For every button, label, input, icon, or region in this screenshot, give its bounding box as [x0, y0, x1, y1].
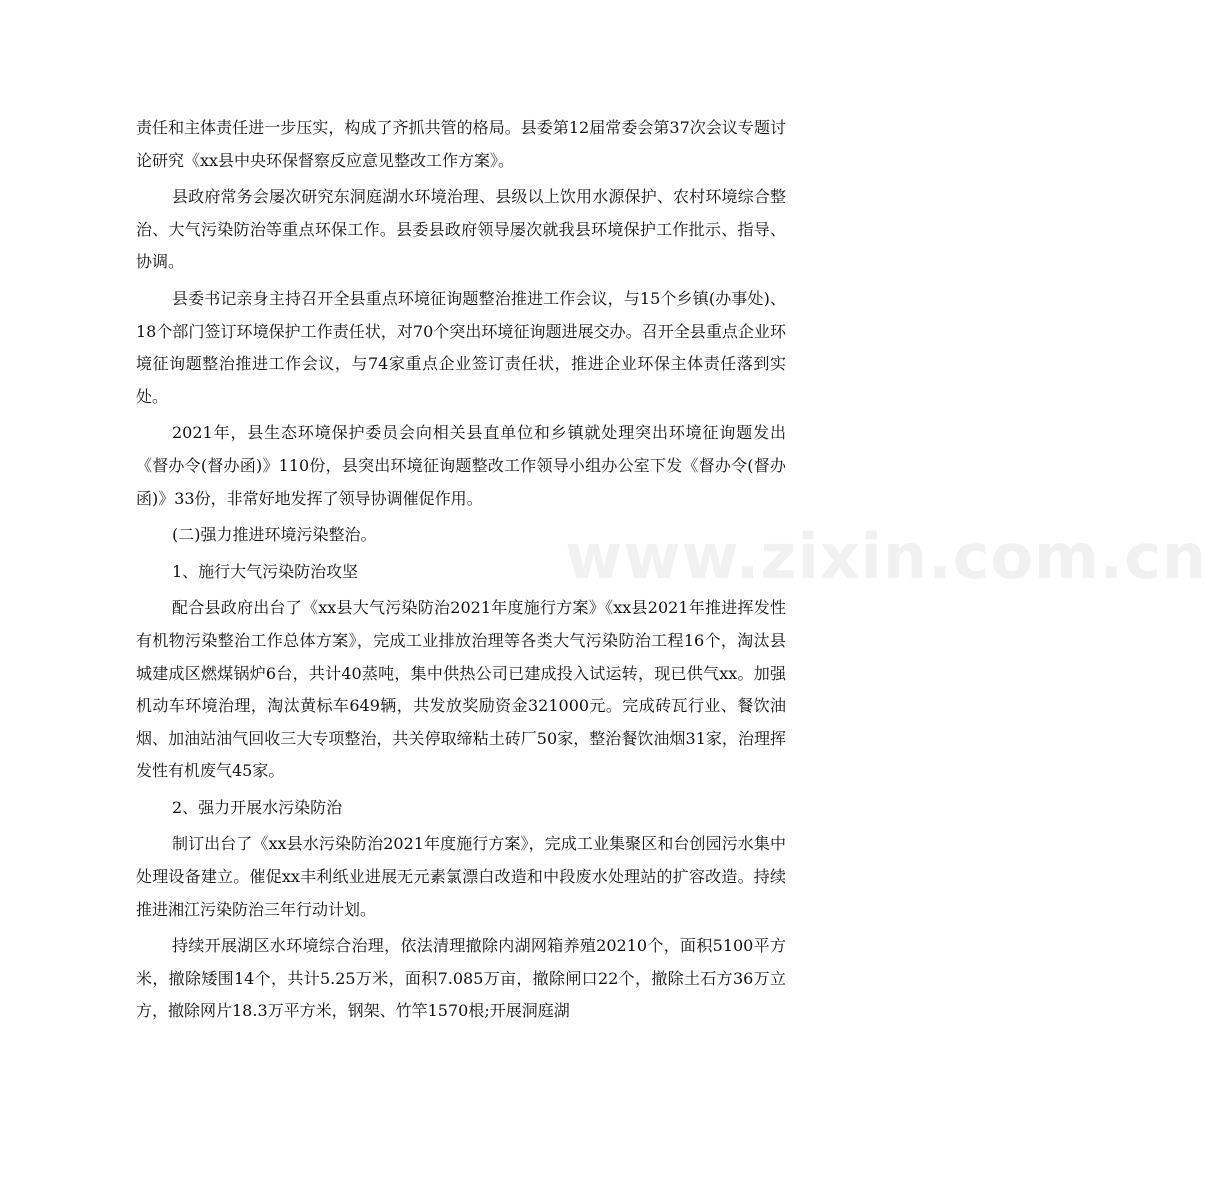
paragraph-3: 县委书记亲身主持召开全县重点环境征询题整治推进工作会议，与15个乡镇(办事处)、18个部门签订环境保护工作责任状，对70个突出环境征询题进展交办。召开全县重点企业环境征询题整治推进工作会议，与74家重点企业签订责任状，推进企业环保主体责任落到实处。 — [136, 288, 786, 406]
paragraph-air-pollution: 配合县政府出台了《xx县大气污染防治2021年度施行方案》《xx县2021年推进挥发性有机物污染整治工作总体方案》，完成工业排放治理等各类大气污染防治工程16个，淘汰县城建成区燃煤锅炉6台，共计40蒸吨，集中供热公司已建成投入试运转，现已供气xx。加强机动车环境治理，淘汰黄标车649辆，共发放奖励资金321000元。完成砖瓦行业、餐饮油烟、加油站油气回收三大专项整治，共关停取缔粘土砖厂50家，整治餐饮油烟31家，治理挥发性有机废气45家。 — [136, 598, 786, 781]
document-body — [136, 112, 786, 1028]
section-heading-2: (二)强力推进环境污染整治。 — [172, 525, 377, 545]
subheading-air-pollution: 1、施行大气污染防治攻坚 — [172, 561, 359, 581]
paragraph-water-pollution: 制订出台了《xx县水污染防治2021年度施行方案》，完成工业集聚区和台创园污水集中处理设备建立。催促xx丰利纸业进展无元素氯漂白改造和中段废水处理站的扩容改造。持续推进湘江污染防治三年行动计划。 — [136, 834, 786, 919]
paragraph-1: 责任和主体责任进一步压实，构成了齐抓共管的格局。县委第12届常委会第37次会议专题讨论研究《xx县中央环保督察反应意见整改工作方案》。 — [136, 118, 786, 170]
watermark-logo: www.zixin.com.cn — [565, 520, 1207, 593]
paragraph-lake-treatment: 持续开展湖区水环境综合治理，依法清理撤除内湖网箱养殖20210个，面积5100平方米，撤除矮围14个，共计5.25万米，面积7.085万亩，撤除闸口22个，撤除土石方36万立方，撤除网片18.3万平方米，钢架、竹竿1570根;开展洞庭湖 — [136, 936, 786, 1021]
paragraph-4: 2021年，县生态环境保护委员会向相关县直单位和乡镇就处理突出环境征询题发出《督办令(督办函)》110份，县突出环境征询题整改工作领导小组办公室下发《督办令(督办函)》33份，非常好地发挥了领导协调催促作用。 — [136, 423, 786, 508]
subheading-water-pollution: 2、强力开展水污染防治 — [172, 797, 343, 817]
paragraph-2: 县政府常务会屡次研究东洞庭湖水环境治理、县级以上饮用水源保护、农村环境综合整治、大气污染防治等重点环保工作。县委县政府领导屡次就我县环境保护工作批示、指导、协调。 — [136, 187, 786, 272]
